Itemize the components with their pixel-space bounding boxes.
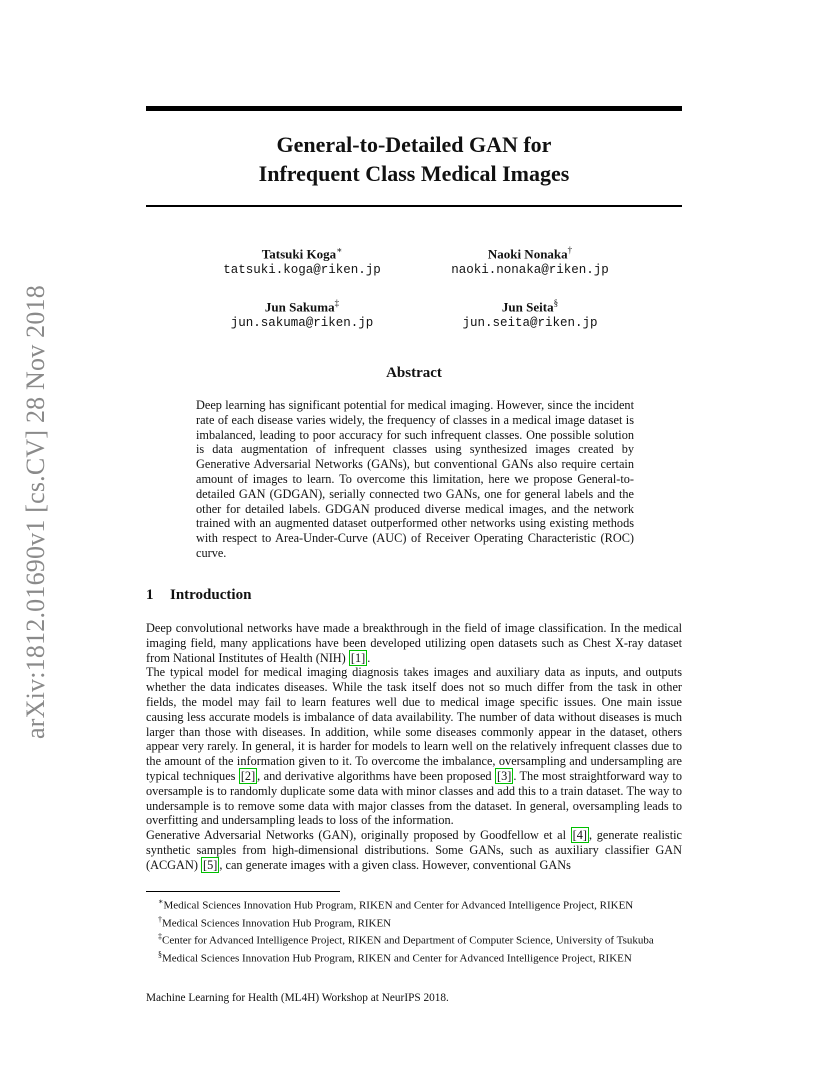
author-name: Naoki Nonaka (487, 246, 568, 262)
paragraph-text: . (367, 650, 371, 665)
citation-link[interactable]: [1] (350, 650, 366, 665)
footnote-text: Center for Advanced Intelligence Project, RIKEN and Department of Computer Science, University of Tsukuba (162, 934, 654, 947)
abstract-heading: Abstract (386, 365, 442, 381)
author-mark: ‡ (334, 298, 340, 308)
author-name: Jun Sakuma (264, 299, 335, 315)
paper-title (146, 130, 682, 188)
abstract-body (196, 398, 634, 561)
venue-note: Machine Learning for Health (ML4H) Workshop at NeurIPS 2018. (146, 992, 449, 1004)
paragraph-2 (146, 665, 682, 828)
footnote-item (146, 948, 682, 966)
paragraph-text: , generate realistic synthetic samples from high-dimensional distributions. Some GANs, such as auxiliary classifier GAN (ACGAN) (146, 828, 682, 872)
paragraph-text: The typical model for medical imaging diagnosis takes images and auxiliary data as inputs, and outputs whether the data indicates diseases. While the task itself does not so much differ from the task in other fields, the model may fail to learn features well due to medical image specific issues. One main issue causing less accurate models is imbalance of data availability. The number of data without diseases is much larger than those with diseases. In addition, while some diseases commonly appear in the dataset, others appear very rarely. In general, it is harder for models to learn well on the relatively infrequent classes due to the amount of the information given to it. To overcome the imbalance, oversampling and undersampling are typical techniques (146, 665, 682, 783)
footnote-item (146, 913, 682, 931)
arxiv-id-text[interactable]: arXiv:1812.01690v1 [cs.CV] 28 Nov 2018 (21, 285, 50, 739)
footnote-mark: † (158, 914, 162, 924)
author-email[interactable]: tatsuki.koga@riken.jp (223, 263, 381, 278)
footnote-item (146, 930, 682, 948)
footnote-mark: ‡ (158, 932, 162, 942)
paragraph-text: . The most straightforward way to oversample is to randomly duplicate some data with minor classes and add this to a train dataset. The way to undersample is to remove some data with major classes from the dataset. In general, oversampling leads to overfitting and undersampling leads to loss of the information. (146, 768, 682, 828)
introduction-body (146, 621, 682, 873)
citation-link[interactable]: [3] (496, 768, 512, 783)
paragraph-text: , can generate images with a given class. However, conventional GANs (219, 857, 571, 872)
author-name: Jun Seita (501, 299, 554, 315)
footnote-text: Medical Sciences Innovation Hub Program, RIKEN and Center for Advanced Intelligence Project, RIKEN (163, 899, 634, 912)
footnote-item (146, 895, 682, 913)
footnote-text: Medical Sciences Innovation Hub Program, RIKEN and Center for Advanced Intelligence Project, RIKEN (162, 952, 632, 965)
author-nonaka (396, 242, 664, 279)
citation-link[interactable]: [4] (572, 828, 588, 843)
paragraph-text: Generative Adversarial Networks (GAN), originally proposed by Goodfellow et al (146, 828, 571, 843)
footnotes (146, 895, 682, 966)
title-line-2: Infrequent Class Medical Images (258, 161, 570, 186)
author-mark: † (567, 245, 573, 255)
author-seita (396, 295, 664, 332)
footnote-mark: ∗ (158, 897, 164, 906)
author-email[interactable]: naoki.nonaka@riken.jp (451, 263, 609, 278)
paragraph-text: Deep convolutional networks have made a breakthrough in the field of image classification. In the medical imaging field, many applications have been developed utilizing open datasets such as Chest X-ray dataset from National Institutes of Health (NIH) (146, 621, 682, 665)
paragraph-3 (146, 828, 682, 872)
paragraph-text: , and derivative algorithms have been proposed (257, 768, 495, 783)
arxiv-side-stamp (16, 262, 56, 762)
section-title: Introduction (170, 587, 252, 603)
author-mark: ∗ (336, 245, 343, 255)
author-mark: § (553, 298, 559, 308)
title-rule-bottom (146, 205, 682, 207)
section-heading (146, 587, 251, 604)
title-line-1: General-to-Detailed GAN for (276, 132, 552, 157)
paragraph-1 (146, 621, 682, 665)
section-number: 1 (146, 587, 154, 603)
citation-link[interactable]: [5] (203, 857, 218, 872)
citation-link[interactable]: [2] (240, 768, 256, 783)
author-name: Tatsuki Koga (261, 246, 337, 262)
author-email[interactable]: jun.sakuma@riken.jp (230, 316, 374, 331)
title-rule-top (146, 106, 682, 111)
footnote-text: Medical Sciences Innovation Hub Program, RIKEN (162, 917, 392, 930)
abstract-paragraph: Deep learning has significant potential for medical imaging. However, since the incident rate of each disease varies widely, the frequency of classes in a medical image dataset is imbalanced, leading to poor accuracy for such infrequent classes. One possible solution is data augmentation of infrequent classes using synthesized images created by Generative Adversarial Networks (GANs), but conventional GANs also require certain amount of images to learn. To overcome this limitation, here we propose General-to-detailed GAN (GDGAN), serially connected two GANs, one for general labels and the other for detailed labels. GDGAN produced diverse medical images, and the network trained with an augmented dataset outperformed other networks using existing methods with respect to Area-Under-Curve (AUC) of Receiver Operating Characteristic (ROC) curve. (196, 398, 634, 560)
author-email[interactable]: jun.seita@riken.jp (462, 316, 598, 331)
footnote-mark: § (158, 949, 162, 959)
footnote-rule (146, 891, 340, 892)
